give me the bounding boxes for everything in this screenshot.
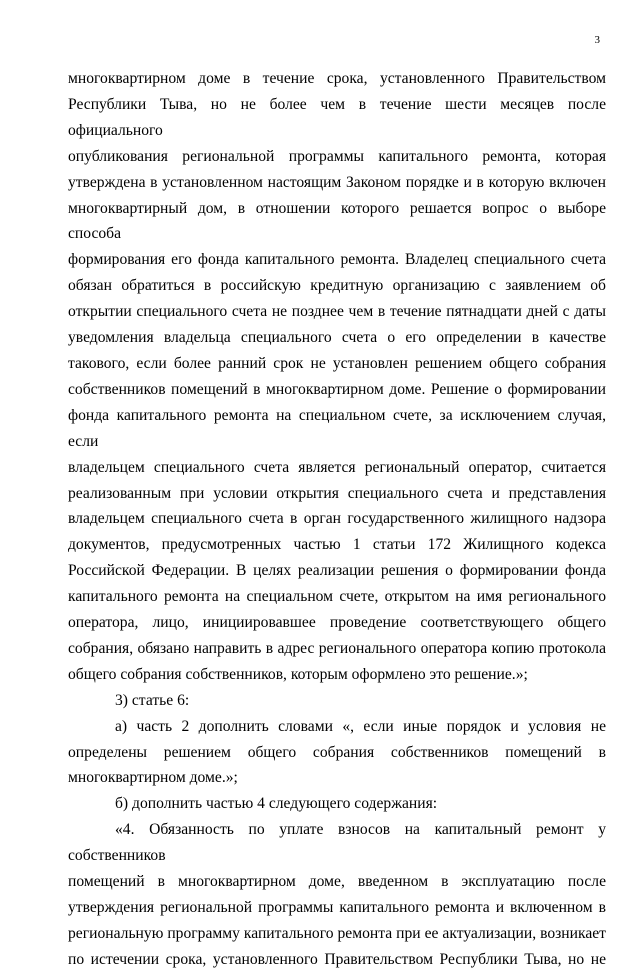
paragraph: [68, 66, 606, 688]
text-line: многоквартирный дом, в отношении которого решается вопрос о выборе способа: [68, 199, 606, 243]
paragraph: [68, 714, 606, 792]
text-line: опубликования региональной программы капитального ремонта, которая: [68, 147, 606, 165]
paragraph: [68, 688, 606, 714]
page-number: 3: [594, 34, 600, 46]
text-line: такового, если более ранний срок не установлен решением общего собрания: [68, 354, 606, 372]
text-line: владельцем специального счета является региональный оператор, считается: [68, 458, 606, 476]
text-line: владельцем специального счета в орган государственного жилищного надзора: [68, 510, 606, 528]
text-line: 3) статье 6:: [115, 691, 190, 709]
text-line: общего собрания собственников, которым оформлено это решение.»;: [68, 665, 528, 683]
text-line: собрания, обязано направить в адрес регионального оператора копию протокола: [68, 639, 606, 657]
text-line: реализованным при условии открытия специального счета и представления: [68, 484, 606, 502]
paragraph: [68, 817, 606, 972]
text-line: утверждена в установленном настоящим Законом порядке и в которую включен: [68, 173, 606, 191]
paragraph: [68, 791, 606, 817]
text-line: Российской Федерации. В целях реализации решения о формировании фонда: [68, 562, 606, 580]
text-line: уведомления владельца специального счета о его определении в качестве: [68, 329, 606, 347]
text-line: Республики Тыва, но не более чем в течение шести месяцев после официального: [68, 95, 606, 139]
text-line: фонда капитального ремонта на специальном счете, за исключением случая, если: [68, 406, 606, 450]
text-line: обязан обратиться в российскую кредитную организацию с заявлением об: [68, 277, 606, 295]
text-line: определены решением общего собрания собственников помещений в: [68, 743, 606, 761]
document-body: [68, 66, 606, 973]
text-line: б) дополнить частью 4 следующего содержания:: [115, 795, 438, 813]
text-line: оператора, лицо, инициировавшее проведение соответствующего общего: [68, 614, 606, 632]
text-line: открытии специального счета не позднее чем в течение пятнадцати дней с даты: [68, 303, 606, 321]
text-line: утверждения региональной программы капитального ремонта и включенном в: [68, 899, 606, 916]
text-line: формирования его фонда капитального ремонта. Владелец специального счета: [68, 251, 606, 269]
text-line: многоквартирном доме.»;: [68, 769, 238, 787]
text-line: капитального ремонта на специальном счете, открытом на имя регионального: [68, 588, 606, 606]
text-line: многоквартирном доме в течение срока, установленного Правительством: [68, 70, 606, 87]
text-line: документов, предусмотренных частью 1 статьи 172 Жилищного кодекса: [68, 536, 606, 554]
text-line: помещений в многоквартирном доме, введенном в эксплуатацию после: [68, 873, 606, 891]
text-line: по истечении срока, установленного Правительством Республики Тыва, но не: [68, 950, 606, 968]
text-line: региональную программу капитального ремонта при ее актуализации, возникает: [68, 924, 606, 942]
text-line: а) часть 2 дополнить словами «, если иные порядок и условия не: [115, 717, 606, 735]
text-line: собственников помещений в многоквартирном доме. Решение о формировании: [68, 380, 606, 398]
text-line: «4. Обязанность по уплате взносов на капитальный ремонт у собственников: [68, 821, 606, 865]
